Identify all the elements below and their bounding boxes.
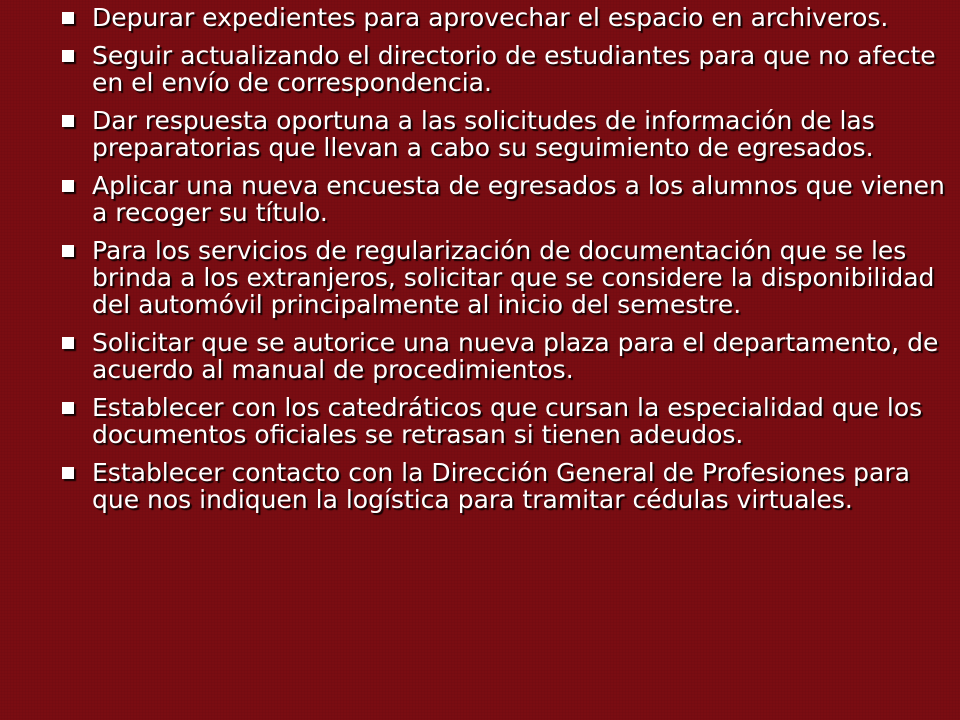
square-bullet-icon xyxy=(62,115,74,127)
square-bullet-icon xyxy=(62,467,74,479)
bullet-list xyxy=(60,4,952,524)
list-item xyxy=(60,394,952,448)
square-bullet-icon xyxy=(62,180,74,192)
bullet-text: Seguir actualizando el directorio de estudiantes para que no afecte en el envío de correspondencia. xyxy=(92,41,936,97)
list-item xyxy=(60,237,952,318)
bullet-text: Para los servicios de regularización de documentación que se les brinda a los extranjeros, solicitar que se considere la disponibilidad del automóvil principalmente al inicio del semestre. xyxy=(92,236,935,319)
list-item xyxy=(60,42,952,96)
square-bullet-icon xyxy=(62,337,74,349)
square-bullet-icon xyxy=(62,245,74,257)
list-item xyxy=(60,107,952,161)
list-item xyxy=(60,459,952,513)
list-item xyxy=(60,329,952,383)
bullet-text: Depurar expedientes para aprovechar el espacio en archiveros. xyxy=(92,3,889,32)
list-item xyxy=(60,4,952,31)
square-bullet-icon xyxy=(62,50,74,62)
bullet-text: Dar respuesta oportuna a las solicitudes de información de las preparatorias que llevan a cabo su seguimiento de egresados. xyxy=(92,106,875,162)
bullet-text: Solicitar que se autorice una nueva plaza para el departamento, de acuerdo al manual de procedimientos. xyxy=(92,328,939,384)
list-item xyxy=(60,172,952,226)
bullet-text: Aplicar una nueva encuesta de egresados a los alumnos que vienen a recoger su título. xyxy=(92,171,945,227)
square-bullet-icon xyxy=(62,12,74,24)
bullet-text: Establecer con los catedráticos que cursan la especialidad que los documentos oficiales se retrasan si tienen adeudos. xyxy=(92,393,923,449)
square-bullet-icon xyxy=(62,402,74,414)
bullet-text: Establecer contacto con la Dirección General de Profesiones para que nos indiquen la logística para tramitar cédulas virtuales. xyxy=(92,458,910,514)
